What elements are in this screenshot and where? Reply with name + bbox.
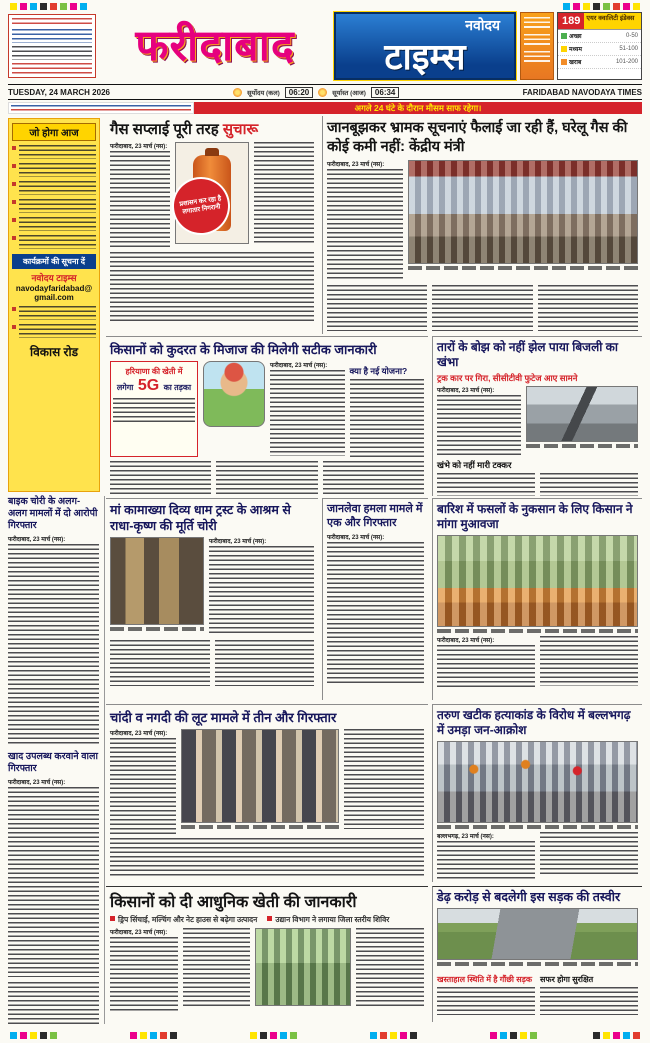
body-text [540, 832, 638, 876]
email-line1: navodayfaridabad@ [15, 284, 93, 293]
contact-email [12, 284, 96, 302]
protest-march-photo [437, 741, 638, 823]
body-text [110, 461, 211, 496]
list-item [12, 199, 96, 213]
subhead-pole: खंभे को नहीं मारी टक्कर [437, 460, 512, 470]
idol-recovery-photo [110, 537, 204, 625]
headline-farm-weather: किसानों को कुदरत के मिजाज की मिलेगी सटीक जानकारी [110, 342, 377, 357]
issue-date: TUESDAY, 24 MARCH 2026 [8, 87, 110, 97]
paper-name: FARIDABAD NAVODAYA TIMES [522, 87, 642, 97]
article-dateline: फरीदाबाद, 23 मार्च (नस): [8, 780, 66, 786]
body-text [110, 838, 424, 878]
photo-caption [437, 629, 638, 633]
subpoint [267, 915, 389, 925]
article-dateline: फरीदाबाद, 23 मार्च (नस): [327, 162, 385, 168]
body-text [254, 142, 314, 244]
sunset-time: 06:34 [371, 87, 399, 98]
road-photo [437, 908, 638, 960]
box-title-line2a: लगेगा [116, 383, 134, 392]
aqi-good-icon [561, 33, 567, 39]
body-text [350, 379, 425, 457]
headline-road: डेढ़ करोड़ से बदलेगी इस सड़क की तस्वीर [437, 890, 621, 904]
sidebar-title: जो होगा आज [12, 123, 96, 141]
sunset-label: सूर्यास्त (आज) [332, 89, 366, 97]
list-item [12, 235, 96, 249]
subpoint [110, 915, 257, 925]
sunset-icon [318, 88, 327, 97]
ticker-text: अगले 24 घंटे के दौरान मौसम साफ रहेगा। [194, 102, 642, 114]
photo-caption [526, 444, 638, 448]
farm-camp-photo [255, 928, 351, 1006]
accused-lineup-photo [181, 729, 339, 823]
gas-cylinder-image [175, 142, 249, 244]
subtitle-pole: ट्रक कार पर गिरा, सीसीटीवी फुटेज आए सामने [437, 373, 578, 383]
farmer-cartoon-image [203, 361, 265, 427]
headline-gas-supply [110, 119, 314, 139]
body-text [327, 169, 403, 281]
list-item [12, 163, 96, 177]
headline-minister: जानबूझकर भ्रामक सूचनाएं फैलाई जा रही हैं, घरेलू गैस की कोई कमी नहीं: केंद्रीय मंत्री [327, 120, 628, 155]
headline-loot: चांदी व नगदी की लूट मामले में तीन और गिरफ्तार [110, 710, 337, 725]
body-text [538, 285, 638, 331]
article-dateline: फरीदाबाद, 23 मार्च (नस): [437, 638, 495, 644]
email-line2: gmail.com [34, 293, 74, 302]
list-item [12, 217, 96, 231]
print-registration-marks [563, 3, 640, 10]
sidebar-road-label: विकास रोड [30, 345, 78, 359]
body-text [215, 640, 315, 686]
air-quality-box [557, 12, 642, 80]
bullet-icon [12, 182, 16, 186]
headline-part-red: सुचारू [222, 121, 259, 138]
article-dateline: फरीदाबाद, 23 मार्च (नस): [209, 539, 267, 545]
print-registration-marks [490, 1032, 537, 1039]
article-protest [432, 704, 642, 882]
list-item [12, 181, 96, 195]
subpoint-text: उद्यान विभाग ने लगाया जिला स्तरीय शिविर [275, 915, 390, 924]
masthead-promo-strip [520, 12, 554, 80]
body-text [540, 987, 638, 1015]
monitoring-badge: प्रशासन कर रहा है लगातार निगरानी [171, 176, 232, 237]
article-modern-farming [106, 886, 428, 1022]
body-text [110, 252, 314, 324]
bullet-icon [12, 146, 16, 150]
sunrise-icon [233, 88, 242, 97]
list-item [12, 324, 96, 338]
subpoint-text: ड्रिप सिंचाई, मल्चिंग और नेट हाउस से बढ़ेगा उत्पादन [118, 915, 258, 924]
article-assault-arrest [322, 498, 428, 700]
newspaper-logo [334, 12, 516, 80]
headline-idol-theft: मां कामाख्या दिव्य धाम ट्रस्ट के आश्रम से राधा-कृष्ण की मूर्ति चोरी [110, 503, 291, 533]
aqi-legend-range: 101-200 [615, 59, 638, 65]
logo-line-main: टाइम्स [384, 36, 466, 77]
headline-pole: तारों के बोझ को नहीं झेल पाया बिजली का खंभा [437, 340, 618, 369]
photo-caption [110, 627, 204, 631]
body-text [8, 982, 99, 1024]
weather-ticker [8, 102, 642, 114]
headline-compensation: बारिश में फसलों के नुकसान के लिए किसान ने मांगा मुआवजा [437, 502, 633, 531]
aqi-value-badge: 189 [558, 13, 584, 29]
body-text [540, 636, 638, 686]
box-title-line2b: का तड़का [163, 383, 192, 392]
body-text [327, 542, 424, 684]
print-registration-marks [130, 1032, 177, 1039]
body-text [344, 729, 424, 829]
body-text [216, 461, 317, 496]
subhead-new-scheme: क्या है नई योजना? [349, 366, 408, 376]
article-minister-gas [322, 116, 642, 334]
body-text [270, 370, 345, 456]
list-item [12, 145, 96, 159]
bullet-icon [12, 164, 16, 168]
body-text [437, 987, 535, 1015]
body-text [209, 546, 314, 636]
bullet-icon [12, 218, 16, 222]
article-farm-weather [106, 336, 428, 496]
bullet-icon [12, 325, 16, 329]
list-item [12, 306, 96, 320]
article-dateline: फरीदाबाद, 23 मार्च (नस): [327, 535, 385, 541]
masthead-contact-note [8, 14, 96, 78]
sidebar-brand: नवोदय टाइम्स [31, 273, 77, 283]
aqi-legend-label: मध्यम [569, 47, 582, 53]
print-registration-marks [593, 1032, 640, 1039]
bullet-icon [267, 916, 272, 921]
sunrise-label: सूर्योदय (कल) [247, 89, 280, 97]
print-registration-marks [370, 1032, 417, 1039]
print-registration-marks [250, 1032, 297, 1039]
body-text [432, 285, 532, 331]
article-dateline: फरीदाबाद, 23 मार्च (नस): [270, 363, 328, 369]
aqi-legend-range: 51-100 [619, 46, 638, 52]
article-dateline: फरीदाबाद, 23 मार्च (नस): [437, 388, 495, 394]
article-crop-compensation [432, 498, 642, 700]
body-text [8, 544, 99, 746]
bullet-icon [12, 200, 16, 204]
box-5g-text: 5G [137, 377, 160, 394]
body-text [183, 928, 251, 1008]
5g-farming-box [110, 361, 198, 457]
article-idol-theft [106, 498, 318, 700]
aqi-title: एयर क्वालिटी इंडेक्स [584, 13, 641, 29]
article-dateline: फरीदाबाद, 23 मार्च (नस): [110, 144, 168, 150]
headline-assault: जानलेवा हमला मामले में एक और गिरफ्तार [327, 503, 423, 529]
body-text [437, 841, 535, 879]
farmers-group-photo [437, 535, 638, 627]
body-text [323, 461, 424, 496]
photo-caption [408, 266, 638, 270]
bullet-icon [12, 236, 16, 240]
aqi-legend-range: 0-50 [625, 33, 638, 39]
body-text [8, 787, 99, 977]
left-news-column [8, 496, 105, 1024]
body-text [327, 285, 427, 331]
body-text [437, 395, 521, 457]
aqi-legend-row [558, 30, 641, 43]
aqi-legend-row [558, 56, 641, 69]
aqi-poor-icon [561, 59, 567, 65]
aqi-legend-row [558, 43, 641, 56]
box-title-line1: हरियाणा की खेती में [125, 367, 183, 376]
subhead-safe-travel: सफर होगा सुरक्षित [540, 975, 594, 984]
notice-title: कार्यक्रमों की सूचना दें [12, 254, 96, 269]
logo-line-top: नवोदय [465, 17, 500, 33]
fallen-pole-photo [526, 386, 638, 442]
article-dateline: बल्लभगढ़, 23 मार्च (नस): [437, 834, 494, 840]
subhead-road-condition: खस्ताहाल स्थिति में है गौंछी सड़क [437, 975, 533, 984]
photo-caption [437, 962, 638, 966]
body-text [110, 640, 210, 686]
bullet-icon [12, 307, 16, 311]
aqi-moderate-icon [561, 46, 567, 52]
article-dateline: फरीदाबाद, 23 मार्च (नस): [8, 537, 66, 543]
aqi-legend-label: खराब [569, 60, 582, 66]
article-gas-supply [106, 116, 318, 334]
body-text [110, 738, 176, 834]
events-sidebar [8, 118, 100, 492]
body-text [437, 473, 535, 496]
headline-farming: किसानों को दी आधुनिक खेती की जानकारी [110, 894, 357, 911]
headline-part: गैस सप्लाई पूरी तरह [110, 121, 219, 138]
body-text [110, 937, 178, 1011]
sunrise-time: 06:20 [285, 87, 313, 98]
print-registration-marks [10, 1032, 57, 1039]
article-dateline: फरीदाबाद, 23 मार्च (नस): [110, 731, 168, 737]
headline-fertilizer-arrest: खाद उपलब्ध करवाने वाला गिरफ्तार [8, 751, 98, 774]
masthead-city-title: फरीदाबाद [135, 22, 295, 70]
photo-caption [181, 825, 339, 829]
article-road-makeover [432, 886, 642, 1022]
headline-protest: तरुण खटीक हत्याकांड के विरोध में बल्लभगढ़ में उमड़ा जन-आक्रोश [437, 708, 631, 737]
print-registration-marks [10, 3, 87, 10]
dateline-bar [8, 84, 642, 100]
article-loot-arrests [106, 704, 428, 882]
box-body-text [113, 398, 195, 424]
article-electric-pole [432, 336, 642, 496]
aqi-legend-label: अच्छा [569, 34, 582, 40]
article-dateline: फरीदाबाद, 23 मार्च (नस): [110, 930, 168, 936]
photo-caption [437, 825, 638, 829]
bullet-icon [110, 916, 115, 921]
body-text [356, 928, 424, 1008]
body-text [437, 645, 535, 689]
body-text [540, 473, 638, 496]
headline-bike-theft: बाइक चोरी के अलग-अलग मामलों में दो आरोपी गिरफ्तार [8, 496, 98, 531]
minister-event-photo [408, 160, 638, 264]
ticker-note [8, 102, 194, 114]
body-text [110, 151, 170, 247]
